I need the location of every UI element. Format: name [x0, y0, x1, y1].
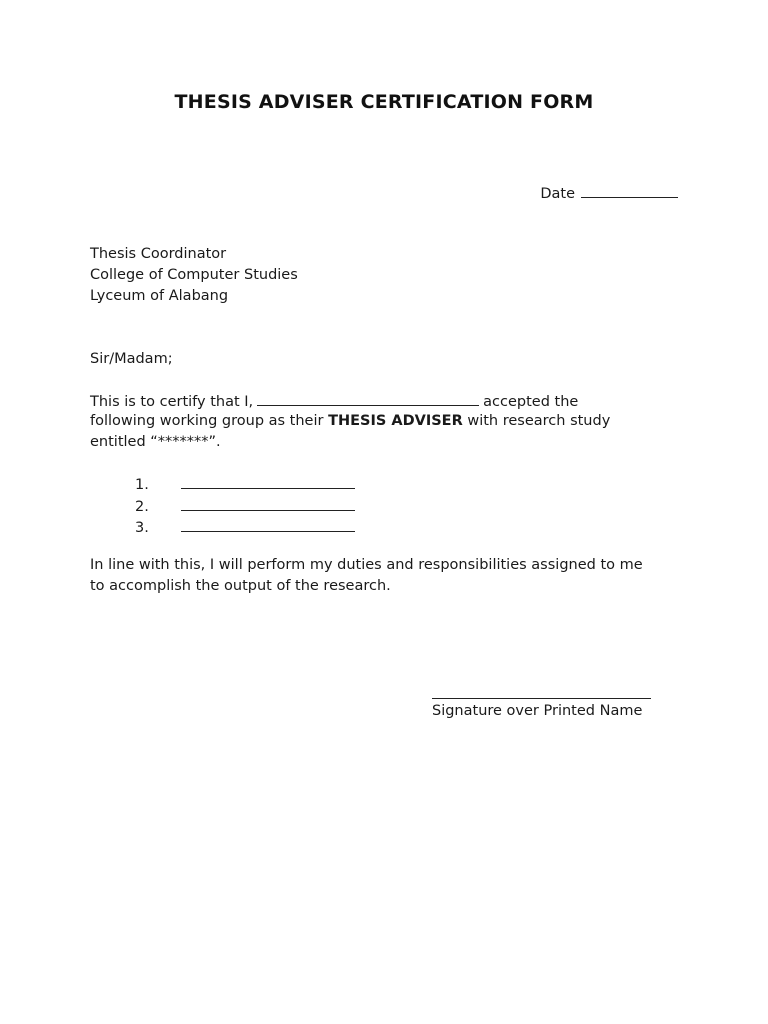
form-title: THESIS ADVISER CERTIFICATION FORM [174, 91, 594, 113]
recipient-college: College of Computer Studies [90, 267, 298, 283]
list-number: 2. [135, 498, 149, 515]
list-item [135, 516, 355, 538]
signature-block [432, 682, 651, 722]
thesis-adviser-emphasis: THESIS ADVISER [328, 413, 463, 429]
working-group-text: following working group as their [90, 413, 324, 429]
duties-line-1: In line with this, I will perform my duties and responsibilities assigned to me [90, 557, 643, 573]
duties-paragraph [90, 555, 643, 597]
duties-line-2: to accomplish the output of the research. [90, 578, 391, 594]
certification-paragraph [90, 390, 610, 453]
recipient-institution: Lyceum of Alabang [90, 288, 229, 304]
adviser-name-blank-line [257, 390, 479, 406]
salutation: Sir/Madam; [90, 351, 173, 367]
list-item [135, 473, 355, 495]
certification-line-3: entitled “*******”. [90, 434, 221, 450]
list-number: 1. [135, 477, 149, 493]
signature-label: Signature over Printed Name [432, 703, 643, 719]
accepted-text: accepted the [483, 394, 579, 410]
certification-line-1 [90, 390, 610, 411]
list-number: 3. [135, 520, 149, 536]
list-item [135, 495, 355, 517]
member-list [135, 473, 355, 538]
date-label: Date [540, 186, 575, 202]
signature-line [432, 682, 651, 699]
date-field [540, 182, 678, 205]
member-blank-line [181, 473, 355, 489]
member-blank-line [181, 495, 355, 511]
certification-line-2 [90, 411, 610, 432]
recipient-title: Thesis Coordinator [90, 246, 227, 262]
recipient-address [90, 244, 298, 307]
date-blank-line [581, 182, 678, 198]
research-study-text: with research study [467, 413, 611, 429]
certify-text: This is to certify that I, [90, 394, 254, 410]
member-blank-line [181, 516, 355, 532]
